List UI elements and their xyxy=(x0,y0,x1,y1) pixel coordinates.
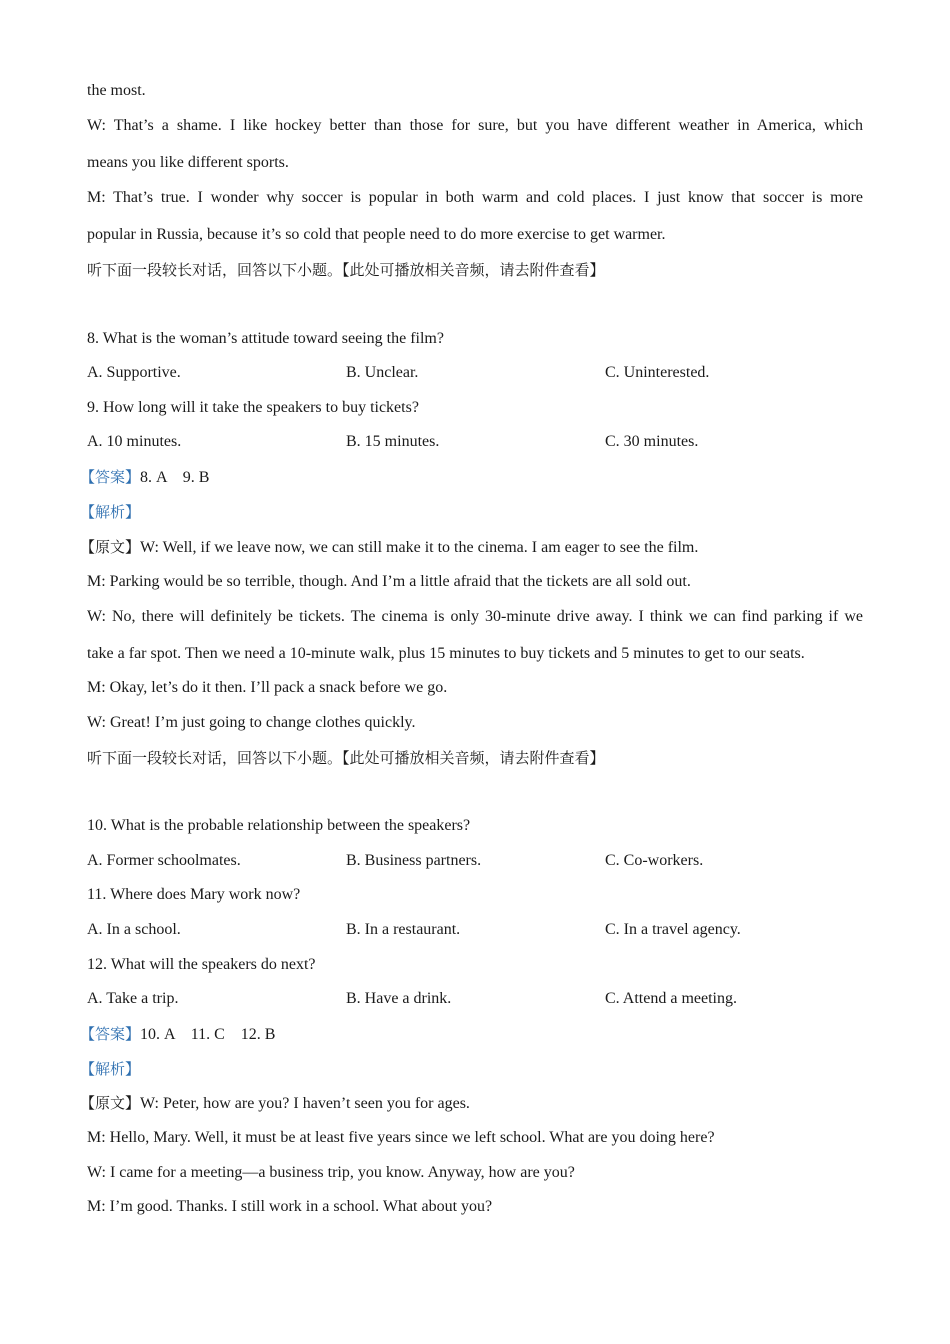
answer-text: 8. A 9. B xyxy=(140,469,210,486)
listening-instruction: 听下面一段较长对话，回答以下小题。【此处可播放相关音频，请去附件查看】 xyxy=(87,261,605,279)
dialogue-line: M: Hello, Mary. Well, it must be at least five years since we left school. What are you doing here? xyxy=(87,1129,715,1146)
dialogue-line: W: That’s a shame. I like hockey better than those for sure, but you have different weather in America, which xyxy=(87,117,863,134)
question-text: 10. What is the probable relationship between the speakers? xyxy=(87,817,471,834)
question-text: 11. Where does Mary work now? xyxy=(87,886,301,903)
dialogue-line: W: I came for a meeting—a business trip, you know. Anyway, how are you? xyxy=(87,1164,575,1181)
question-text: 12. What will the speakers do next? xyxy=(87,956,316,973)
dialogue-line: W: No, there will definitely be tickets. The cinema is only 30-minute drive away. I think we can find parking if we xyxy=(87,608,863,625)
option-b: B. In a restaurant. xyxy=(346,921,461,938)
answer-line xyxy=(80,1024,275,1045)
answer-line xyxy=(80,467,209,488)
question-text: 8. What is the woman’s attitude toward seeing the film? xyxy=(87,330,444,347)
dialogue-line: M: Parking would be so terrible, though. And I’m a little afraid that the tickets are all sold out. xyxy=(87,573,691,590)
transcript-text: W: Peter, how are you? I haven’t seen you for ages. xyxy=(140,1095,470,1112)
listening-instruction: 听下面一段较长对话，回答以下小题。【此处可播放相关音频，请去附件查看】 xyxy=(87,749,605,767)
transcript-line xyxy=(80,1093,470,1114)
analysis-tag: 【解析】 xyxy=(80,1060,141,1078)
transcript-line xyxy=(80,537,698,558)
dialogue-line: popular in Russia, because it’s so cold that people need to do more exercise to get warmer. xyxy=(87,226,666,243)
option-a: A. Supportive. xyxy=(87,364,181,381)
analysis-tag: 【解析】 xyxy=(80,503,141,521)
option-a: A. In a school. xyxy=(87,921,181,938)
dialogue-line: M: That’s true. I wonder why soccer is popular in both warm and cold places. I just know that soccer is more xyxy=(87,189,863,206)
option-b: B. Business partners. xyxy=(346,852,482,869)
option-c: C. Uninterested. xyxy=(605,364,710,381)
answer-tag: 【答案】 xyxy=(80,1025,141,1043)
transcript-tag: 【原文】 xyxy=(80,1094,141,1112)
transcript-text: W: Well, if we leave now, we can still make it to the cinema. I am eager to see the film. xyxy=(140,539,699,556)
dialogue-line: W: Great! I’m just going to change clothes quickly. xyxy=(87,714,416,731)
option-b: B. 15 minutes. xyxy=(346,433,440,450)
option-c: C. Attend a meeting. xyxy=(605,990,737,1007)
option-a: A. Take a trip. xyxy=(87,990,179,1007)
dialogue-line: means you like different sports. xyxy=(87,154,289,171)
transcript-tag: 【原文】 xyxy=(80,538,141,556)
answer-text: 10. A 11. C 12. B xyxy=(140,1026,276,1043)
answer-tag: 【答案】 xyxy=(80,468,141,486)
option-a: A. Former schoolmates. xyxy=(87,852,241,869)
question-text: 9. How long will it take the speakers to buy tickets? xyxy=(87,399,419,416)
option-c: C. 30 minutes. xyxy=(605,433,699,450)
option-b: B. Unclear. xyxy=(346,364,419,381)
option-a: A. 10 minutes. xyxy=(87,433,182,450)
option-c: C. Co-workers. xyxy=(605,852,704,869)
text-line: the most. xyxy=(87,82,146,99)
dialogue-line: M: I’m good. Thanks. I still work in a school. What about you? xyxy=(87,1198,493,1215)
option-b: B. Have a drink. xyxy=(346,990,452,1007)
dialogue-line: take a far spot. Then we need a 10-minute walk, plus 15 minutes to buy tickets and 5 minutes to get to our seats. xyxy=(87,645,805,662)
dialogue-line: M: Okay, let’s do it then. I’ll pack a snack before we go. xyxy=(87,679,448,696)
option-c: C. In a travel agency. xyxy=(605,921,741,938)
